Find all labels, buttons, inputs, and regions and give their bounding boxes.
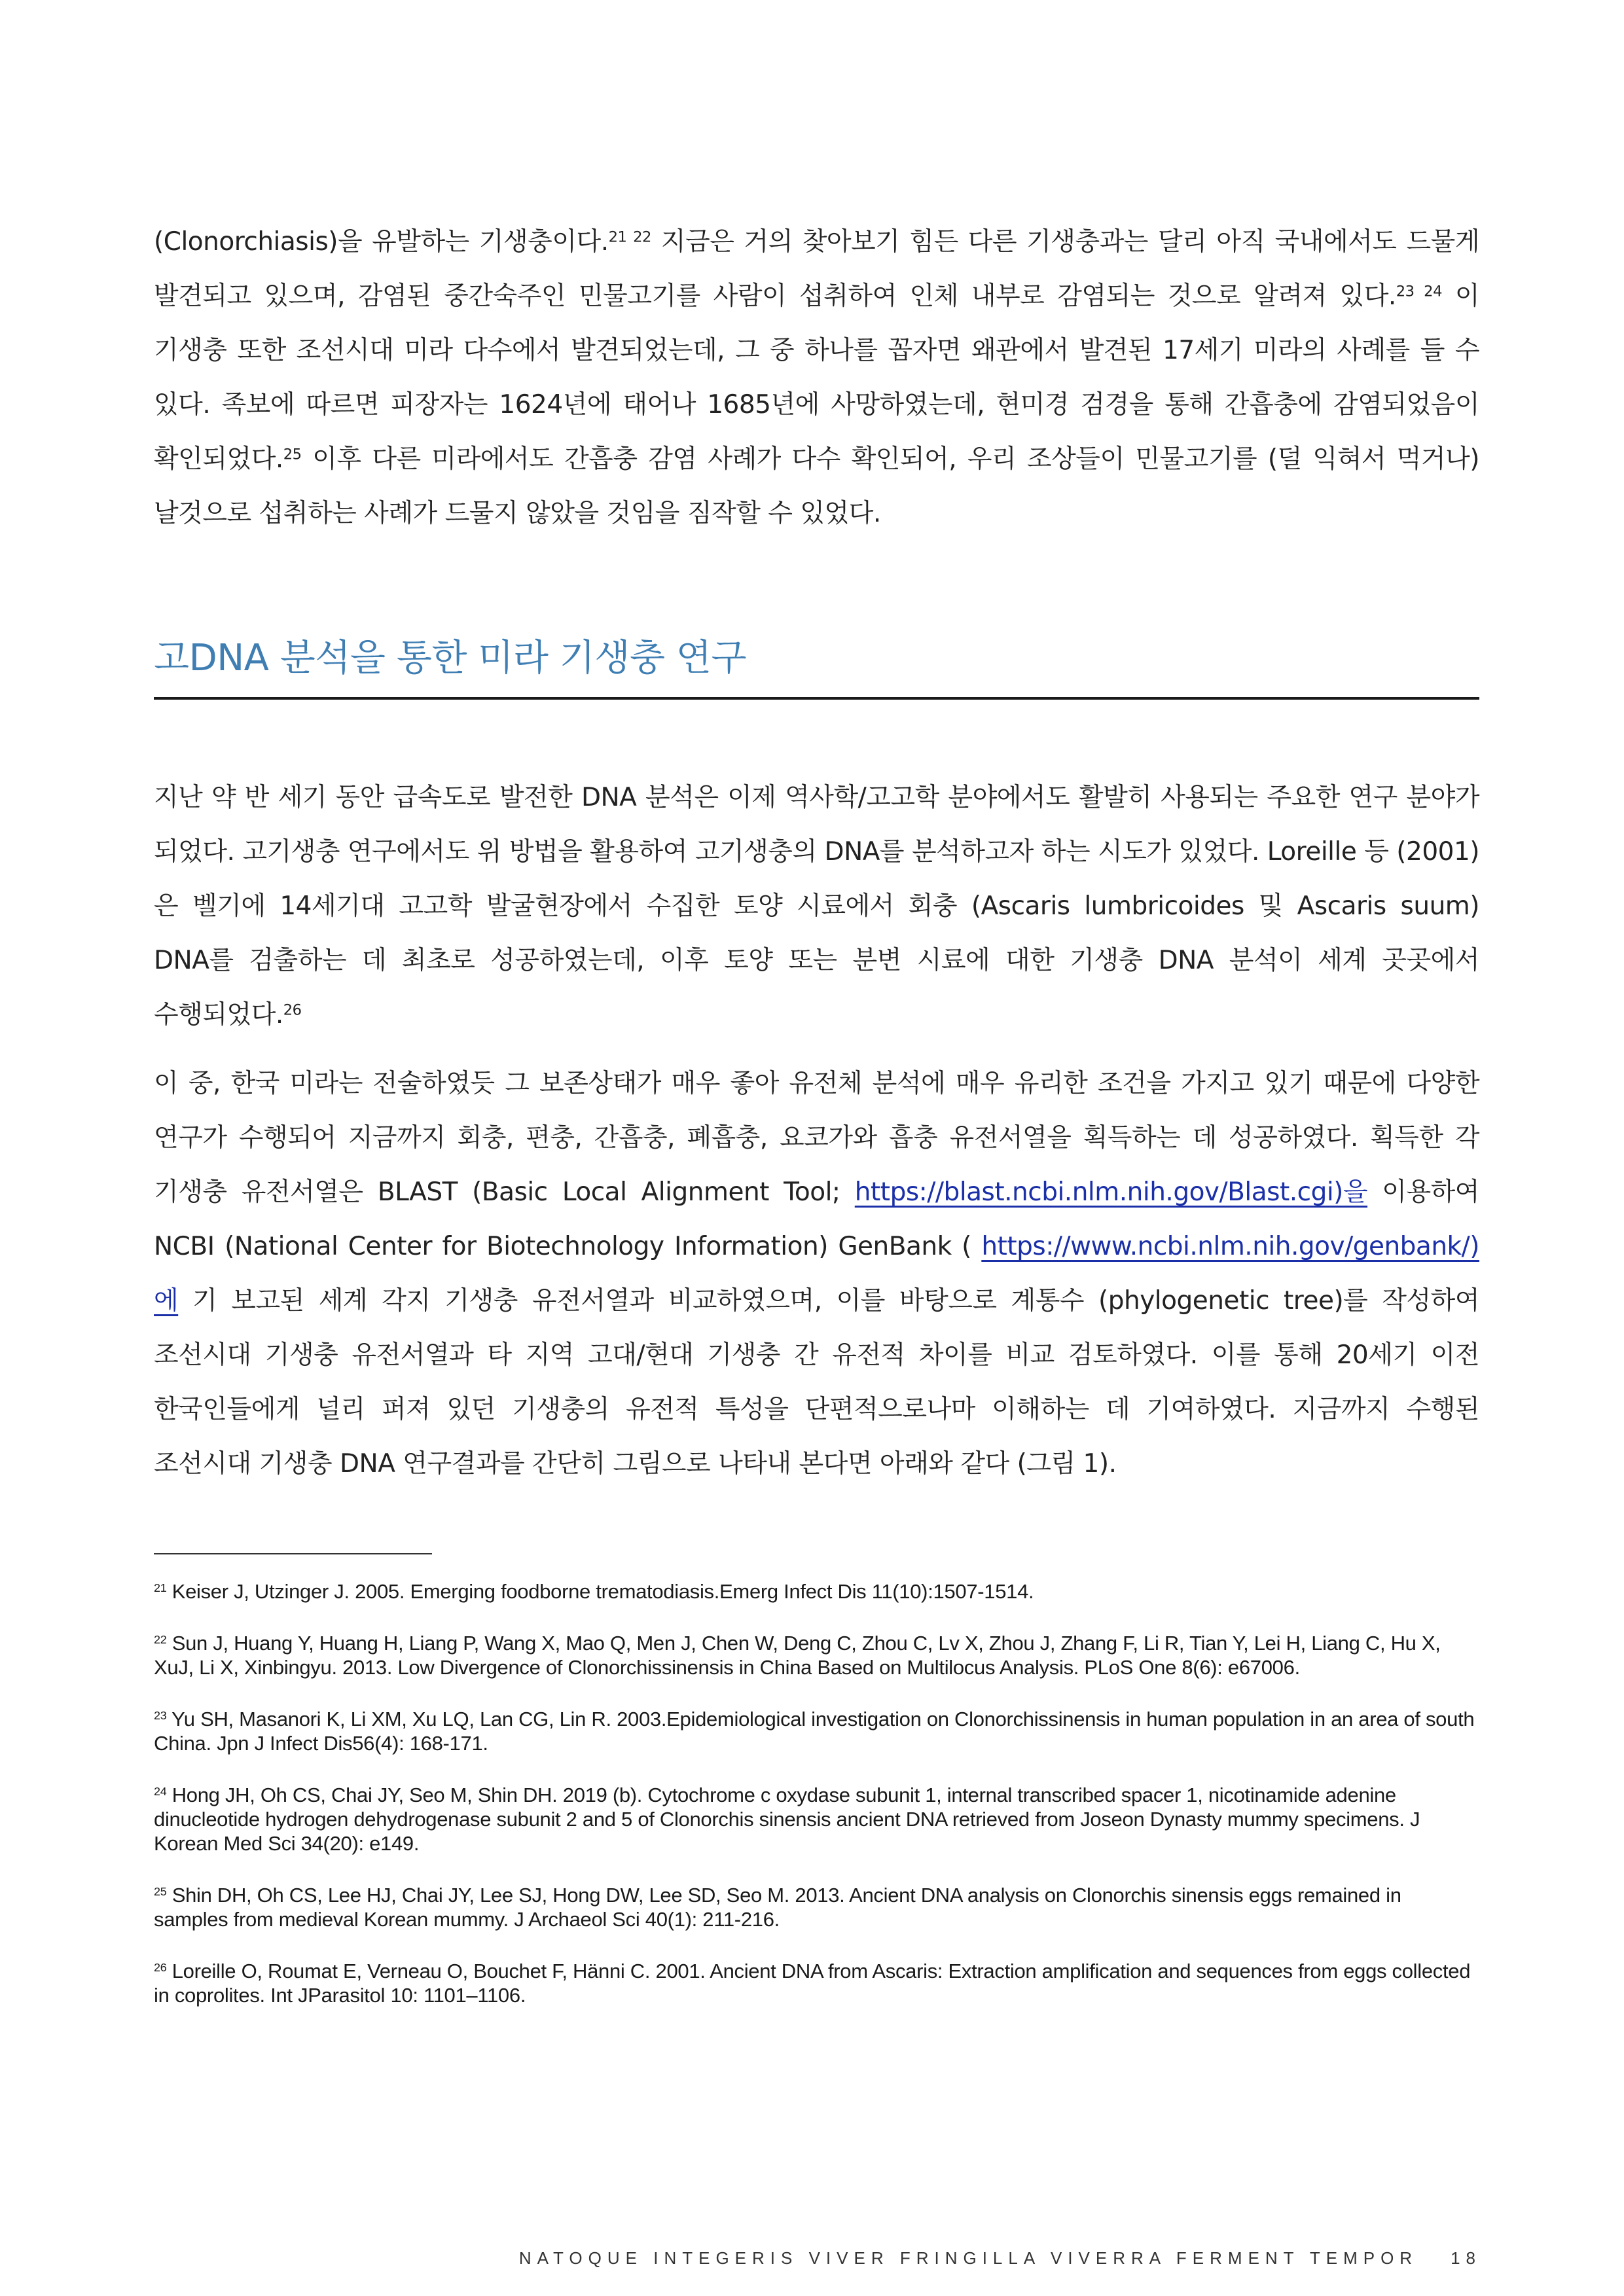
- footnote: $^{21}$ Keiser J, Utzinger J. 2005. Emerging foodborne trematodiasis.Emerg Infect Dis 11(10):1507-1514.: [154, 1580, 1034, 1603]
- footnote: $^{23}$ Yu SH, Masanori K, Li XM, Xu LQ, Lan CG, Lin R. 2003.Epidemiological investigation on Clonorchissinensis in human population in an area of south China. Jpn J Infect Dis56(4): 168-171.: [154, 1708, 1475, 1755]
- paragraph-dna-analysis: [154, 770, 1479, 1042]
- footnote: $^{25}$ Shin DH, Oh CS, Lee HJ, Chai JY, Lee SJ, Hong DW, Lee SD, Seo M. 2013. Ancient DNA analysis on Clonorchis sinensis eggs remained in samples from medieval Korean mummy. J Archaeol Sci 40(1): 211-216.: [154, 1884, 1401, 1931]
- page-body: [154, 215, 1479, 2035]
- paragraph-text: 이후 다른 미라에서도 간흡충 감염 사례가 다수 확인되어, 우리 조상들이 민물고기를 (덜 익혀서 먹거나) 날것으로 섭취하는 사례가 드물지 않았을 것임을 짐작할 수 있었다.: [154, 444, 1479, 528]
- paragraph-text: 지금은 거의 찾아보기 힘든 다른 기생충과는 달리 아직 국내에서도 드물게 발견되고 있으며, 감염된 중간숙주인 민물고기를 사람이 섭취하여 인체 내부로 감염되는 것으로 알려져 있다.: [154, 227, 1479, 311]
- footnote: $^{26}$ Loreille O, Roumat E, Verneau O, Bouchet F, Hänni C. 2001. Ancient DNA from Ascaris: Extraction amplification and sequences from eggs collected in coprolites. Int JParasitol 10: 1101–1106.: [154, 1960, 1471, 2007]
- footnote-ref[interactable]: 26: [283, 1001, 302, 1019]
- section-heading: 고DNA 분석을 통한 미라 기생충 연구: [154, 637, 747, 679]
- paragraph-text: 이 중, 한국 미라는 전술하였듯 그 보존상태가 매우 좋아 유전체 분석에 매우 유리한 조건을 가지고 있기 때문에 다양한 연구가 수행되어 지금까지 회충, 편충, 간흡충, 폐흡충, 요코가와 흡충 유전서열을 획득하는 데 성공하였다. 획득한 각 기생충 유전서열은 BLAST (Basic Local Alignment Tool;: [154, 1069, 1479, 1207]
- paragraph-text: 이용하여 NCBI (National Center for Biotechnology Information) GenBank (: [154, 1177, 1479, 1261]
- footnote: $^{24}$ Hong JH, Oh CS, Chai JY, Seo M, Shin DH. 2019 (b). Cytochrome c oxydase subunit 1, internal transcribed spacer 1, nicotinamide adenine dinucleotide hydrogen dehydrogenase subunit 2 and 5 of Clonorchis sinensis ancient DNA retrieved from Joseon Dynasty mummy specimens. J Korean Med Sci 34(20): e149.: [154, 1784, 1420, 1855]
- paragraph-text: 지난 약 반 세기 동안 급속도로 발전한 DNA 분석은 이제 역사학/고고학 분야에서도 활발히 사용되는 주요한 연구 분야가 되었다. 고기생충 연구에서도 위 방법을 활용하여 고기생충의 DNA를 분석하고자 하는 시도가 있었다. Loreille 등 (2001)은 벨기에 14세기대 고고학 발굴현장에서 수집한 토양 시료에서 회충 (Ascaris lumbricoides 및 Ascaris suum) DNA를 검출하는 데 최초로 성공하였는데, 이후 토양 또는 분변 시료에 대한 기생충 DNA 분석이 세계 곳곳에서 수행되었다.: [154, 783, 1479, 1030]
- paragraph-text: (Clonorchiasis)을 유발하는 기생충이다.: [154, 227, 609, 257]
- footnote-divider: [154, 1553, 432, 1554]
- footnote-ref[interactable]: 21 22: [608, 228, 651, 246]
- heading-divider: [154, 697, 1479, 700]
- footnote: $^{22}$ Sun J, Huang Y, Huang H, Liang P, Wang X, Mao Q, Men J, Chen W, Deng C, Zhou C, Lv X, Zhou J, Zhang F, Li R, Tian Y, Lei H, Liang C, Hu X, XuJ, Li X, Xinbingyu. 2013. Low Divergence of Clonorchissinensis in China Based on Multilocus Analysis. PLoS One 8(6): e67006.: [154, 1632, 1441, 1679]
- paragraph-korean-mummy: [154, 1056, 1479, 1491]
- paragraph-text: 이 기생충 또한 조선시대 미라 다수에서 발견되었는데, 그 중 하나를 꼽자면 왜관에서 발견된 17세기 미라의 사례를 들 수 있다. 족보에 따르면 피장자는 1624년에 태어나 1685년에 사망하였는데, 현미경 검경을 통해 간흡충에 감염되었음이 확인되었다.: [154, 281, 1480, 474]
- paragraph-clonorchiasis: [154, 215, 1479, 541]
- footnote-ref[interactable]: 25: [283, 446, 302, 463]
- running-title: NATOQUE INTEGERIS VIVER FRINGILLA VIVERRA FERMENT TEMPOR: [518, 2248, 1418, 2268]
- paragraph-text: 기 보고된 세계 각지 기생충 유전서열과 비교하였으며, 이를 바탕으로 계통수 (phylogenetic tree)를 작성하여 조선시대 기생충 유전서열과 타 지역 고대/현대 기생충 간 유전적 차이를 비교 검토하였다. 이를 통해 20세기 이전 한국인들에게 널리 퍼져 있던 기생충의 유전적 특성을 단편적으로나마 이해하는 데 기여하였다. 지금까지 수행된 조선시대 기생충 DNA 연구결과를 간단히 그림으로 나타내 본다면 아래와 같다 (그림 1).: [154, 1286, 1479, 1479]
- section-heading-block: [154, 629, 1479, 700]
- footnote-ref[interactable]: 23 24: [1396, 283, 1442, 300]
- footnotes: [154, 1579, 1479, 2007]
- genbank-link[interactable]: https://www.ncbi.nlm.nih.gov/genbank/)에: [154, 1232, 1479, 1316]
- blast-link[interactable]: https://blast.ncbi.nlm.nih.gov/Blast.cgi)을: [854, 1177, 1368, 1207]
- page-number: 18: [1451, 2248, 1481, 2268]
